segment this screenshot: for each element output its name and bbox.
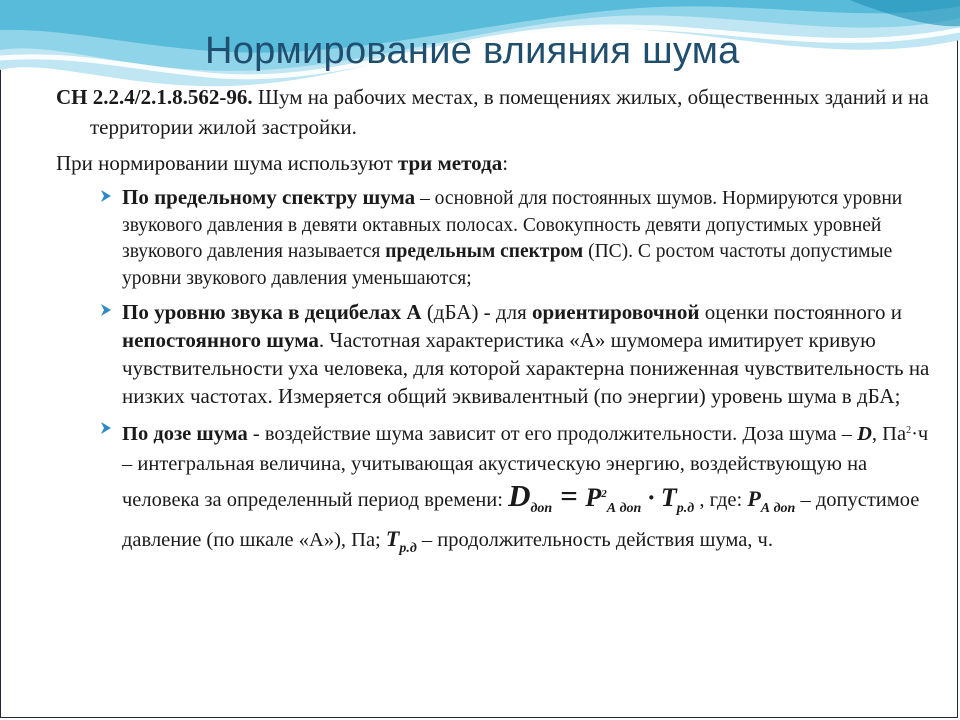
list-item (56, 298, 936, 410)
time-symbol: T (385, 526, 400, 551)
methods-list (56, 184, 936, 564)
standard-description: Шум на рабочих местах, в помещениях жилых, общественных зданий и на территории жилой застройки. (90, 85, 929, 139)
formula-D-sub: доп (530, 501, 553, 516)
method-1-text1: – основной для постоянных шумов. Нормируются уровни звукового давления в девяти октавных полосах. Совокупность девяти допустимых уровней звукового давления называется (122, 188, 903, 262)
method-1-text2: (ПС). С ростом частоты допустимые уровни звукового давления уменьшаются; (122, 241, 893, 289)
method-3-text3: ·ч – интегральная величина, учитывающая акустическую энергию, воздействующую на человека за определенный период времени: (122, 423, 929, 511)
intro-paragraph (56, 148, 936, 178)
intro-end: : (502, 151, 509, 175)
formula-D: D (508, 478, 531, 513)
arrow-bullet-icon (98, 299, 114, 321)
method-3-title: По дозе шума (122, 423, 248, 445)
method-2-bold: ориентировочной (532, 300, 700, 324)
method-2-text1: (дБА) - для (421, 300, 532, 324)
method-2-text3: . Частотная характеристика «А» шумомера имитирует кривую чувствительности уха человека, для которой характерна пониженная чувствительность на низких частотах. Измеряется общий эквивалентный (по энергии) уровень шума в дБА; (122, 328, 930, 408)
method-2-bold2: непостоянного шума (122, 328, 319, 352)
method-3-text2: , Па (871, 423, 907, 445)
intro-bold: три метода (397, 151, 503, 175)
slide-body (56, 82, 936, 570)
time-symbol-sub: р.д (399, 541, 417, 556)
method-3-text6: – продолжительность действия шума, ч. (416, 529, 773, 551)
method-3-text5: – допустимое давление (по шкале «А»), Па; (122, 489, 920, 551)
method-1-bold: предельным спектром (385, 241, 584, 262)
method-3-text1: - воздействие шума зависит от его продолжительности. Доза шума – (247, 423, 858, 445)
dose-formula (508, 478, 695, 516)
formula-dot: · (641, 483, 661, 512)
pressure-symbol-sub: А доп (760, 501, 796, 516)
formula-P-sup: 2 (601, 488, 607, 500)
page-title: Нормирование влияния шума (205, 30, 740, 72)
formula-T-sub: р.д (676, 501, 695, 516)
unit-superscript: 2 (906, 425, 912, 436)
dose-symbol: D (857, 423, 872, 445)
method-1-title: По предельному спектру шума (122, 185, 416, 209)
formula-P-sub: А доп (606, 501, 642, 516)
method-3-text4: , где: (694, 489, 748, 511)
formula-T: T (660, 483, 677, 512)
formula-P: P (585, 483, 602, 512)
intro-text: При нормировании шума используют (56, 151, 398, 175)
pressure-symbol: P (747, 486, 761, 511)
list-item (56, 184, 936, 292)
method-2-text2: оценки постоянного и (699, 300, 903, 324)
method-2-title: По уровню звука в децибелах А (122, 300, 422, 324)
formula-eq: = (552, 478, 586, 513)
arrow-bullet-icon (98, 185, 114, 207)
standard-reference (56, 82, 936, 142)
standard-code: СН 2.2.4/2.1.8.562-96. (56, 85, 253, 109)
list-item (56, 416, 936, 564)
arrow-bullet-icon (98, 417, 114, 439)
